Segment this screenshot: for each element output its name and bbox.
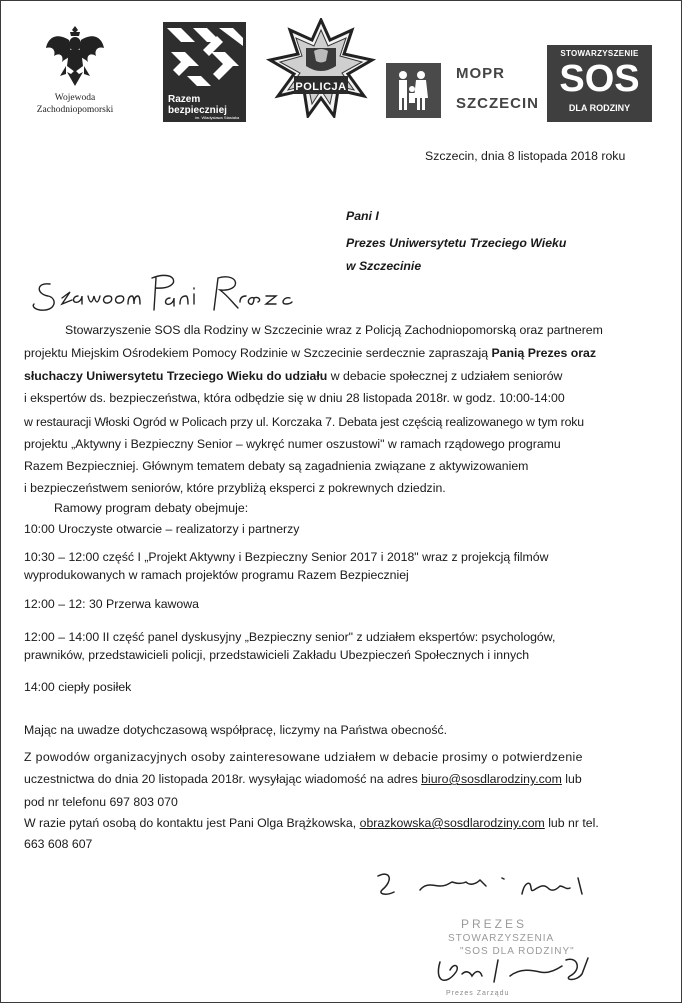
intro-line2-bold: Panią Prezes oraz <box>491 346 597 360</box>
closing-line5 <box>24 815 638 831</box>
program-heading: Ramowy program debaty obejmuje: <box>54 501 249 515</box>
date-line: Szczecin, dnia 8 listopada 2018 roku <box>425 149 626 163</box>
addressee-line1: Pani I <box>346 209 379 223</box>
closing-line3-text: uczestnictwa do dnia 20 listopada 2018r. wysyłając wiadomość na adres <box>24 772 422 786</box>
stamp-line3: "SOS DLA RODZINY" <box>460 946 575 957</box>
police-star-icon <box>264 18 378 118</box>
program-item2-line2: wyprodukowanych w ramach projektów programu Razem Bezpieczniej <box>24 568 409 582</box>
handwritten-salutation <box>28 268 298 318</box>
program-item3: 12:00 – 12: 30 Przerwa kawowa <box>24 597 199 611</box>
razem-line2: bezpieczniej <box>168 105 227 116</box>
intro-line3-text: w debacie społecznej z udziałem seniorów <box>327 369 563 383</box>
razem-line3: im. Władysława Stasiaka <box>195 115 240 120</box>
razem-pattern-icon <box>163 22 246 92</box>
intro-line5: w restauracji Włoski Ogród w Policach przy ul. Korczaka 7. Debata jest częścią realizowanego w tym roku <box>24 415 584 429</box>
email-obrazkowska-link[interactable]: obrazkowska@sosdlarodziny.com <box>359 816 545 830</box>
sos-line3: DLA RODZINY <box>568 103 631 113</box>
program-item1: 10:00 Uroczyste otwarcie – realizatorzy i partnerzy <box>24 522 300 536</box>
closing-line4: pod nr telefonu 697 803 070 <box>24 795 178 809</box>
mopr-line2: SZCZECIN <box>456 95 539 112</box>
closing-line2: Z powodów organizacyjnych osoby zainteresowane udziałem w debacie prosimy o potwierdzenie <box>24 750 583 764</box>
intro-line2 <box>24 345 638 361</box>
wojewoda-logo <box>30 22 120 132</box>
intro-line8: i bezpieczeństwem seniorów, które przybliżą eksperci z pokrewnych dziedzin. <box>24 481 446 495</box>
wojewoda-line1: Wojewoda <box>54 93 96 103</box>
razem-line1: Razem <box>168 94 201 105</box>
mopr-logo <box>386 43 546 118</box>
program-item4-line2: prawników, przedstawicieli policji, przedstawicieli Zakładu Ubezpieczeń Społecznych i innych <box>24 648 530 662</box>
mopr-family-box <box>386 63 441 118</box>
policja-label: POLICJA <box>295 81 347 93</box>
closing-line5-end: lub nr tel. <box>544 816 599 830</box>
intro-line4: i ekspertów ds. bezpieczeństwa, która odbędzie się w dniu 28 listopada 2018r. w godz. 10:00-14:00 <box>24 391 565 405</box>
polish-eagle-icon <box>44 22 106 92</box>
signature <box>432 952 602 992</box>
closing-line3-end: lub <box>561 772 582 786</box>
intro-line3-bold: słuchaczy Uniwersytetu Trzeciego Wieku do udziału <box>24 369 328 383</box>
email-biuro-link[interactable]: biuro@sosdlarodziny.com <box>421 772 562 786</box>
closing-line6: 663 608 607 <box>24 837 93 851</box>
intro-line1: Stowarzyszenie SOS dla Rodziny w Szczecinie wraz z Policją Zachodniopomorską oraz partnerem <box>65 323 603 337</box>
program-item2-line1: 10:30 – 12:00 część I „Projekt Aktywny i Bezpieczny Senior 2017 i 2018" wraz z projekcją filmów <box>24 550 549 564</box>
intro-line3 <box>24 368 638 384</box>
stamp-line1: PREZES <box>461 917 528 931</box>
stamp-line4: Prezes Zarządu <box>446 990 510 997</box>
sos-line2: SOS <box>559 58 640 100</box>
program-item5: 14:00 ciepły posiłek <box>24 680 132 694</box>
wojewoda-line2: Zachodniopomorski <box>36 105 114 115</box>
handwritten-regards <box>372 868 612 908</box>
family-icon <box>386 63 441 118</box>
closing-line3 <box>24 771 638 787</box>
closing-line5-text: W razie pytań osobą do kontaktu jest Pani Olga Brążkowska, <box>24 816 360 830</box>
closing-line1: Mając na uwadze dotychczasową współpracę, liczymy na Państwa obecność. <box>24 723 448 737</box>
intro-line7: Razem Bezpieczniej. Głównym tematem debaty są zagadnienia związane z aktywizowaniem <box>24 459 529 473</box>
policja-logo <box>264 18 378 118</box>
sos-logo <box>547 45 652 122</box>
mopr-line1: MOPR <box>456 65 505 82</box>
addressee-line3: w Szczecinie <box>346 259 422 273</box>
intro-line6: projektu „Aktywny i Bezpieczny Senior – wykręć numer oszustowi" w ramach rządowego programu <box>24 437 561 451</box>
intro-line2-text: projektu Miejskim Ośrodekiem Pomocy Rodzinie w Szczecinie serdecznie zapraszają <box>24 346 492 360</box>
sos-line1: STOWARZYSZENIE <box>560 49 639 58</box>
program-item4-line1: 12:00 – 14:00 II część panel dyskusyjny „Bezpieczny senior" z udziałem ekspertów: psychologów, <box>24 630 556 644</box>
addressee-line2: Prezes Uniwersytetu Trzeciego Wieku <box>346 236 567 250</box>
stamp-line2: STOWARZYSZENIA <box>448 933 555 944</box>
razem-bezpieczniej-logo <box>163 22 246 122</box>
